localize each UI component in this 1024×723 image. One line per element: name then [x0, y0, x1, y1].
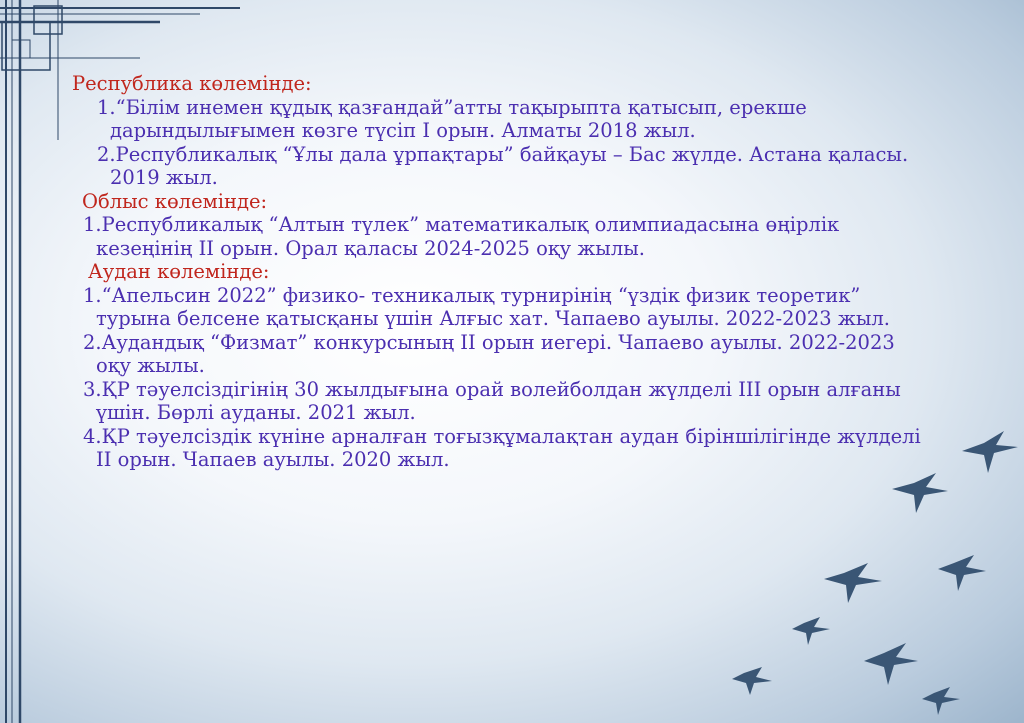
section-heading-region: Облыс көлемінде: — [82, 189, 268, 213]
list-item: 3.ҚР тәуелсіздігінің 30 жылдығына орай волейболдан жүлделі III орын алғаны үшін. Бөрлі ауданы. 2021 жыл. — [83, 377, 901, 424]
section-heading-republic: Республика көлемінде: — [72, 72, 312, 95]
section-heading-district: Аудан көлемінде: — [88, 260, 270, 283]
list-item: 2.Республикалық “Ұлы дала ұрпақтары” байқауы – Бас жүлде. Астана қаласы. 2019 жыл. — [97, 142, 909, 189]
list-item: 1.“Білім инемен құдық қазғандай”атты тақырыпта қатысып, ерекше дарындылығымен көзге түсіп I орын. Алматы 2018 жыл. — [97, 95, 807, 142]
list-item: 2.Аудандық “Физмат” конкурсының II орын иегері. Чапаево ауылы. 2022-2023 оқу жылы. — [83, 330, 895, 377]
list-item: 1.“Апельсин 2022” физико- техникалық турнирінің “үздік физик теоретик” турына белсене қатысқаны үшін Алғыс хат. Чапаево ауылы. 2022-2023 жыл. — [83, 283, 890, 330]
achievements-list — [72, 72, 932, 472]
list-item: 1.Республикалық “Алтын түлек” математикалық олимпиадасына өңірлік кезеңінің II орын. Орал қаласы 2024-2025 оқу жылы. — [83, 213, 840, 260]
list-item: 4.ҚР тәуелсіздік күніне арналған тоғызқұмалақтан аудан біріншілігінде жүлделі II орын. Чапаев ауылы. 2020 жыл. — [83, 424, 921, 471]
